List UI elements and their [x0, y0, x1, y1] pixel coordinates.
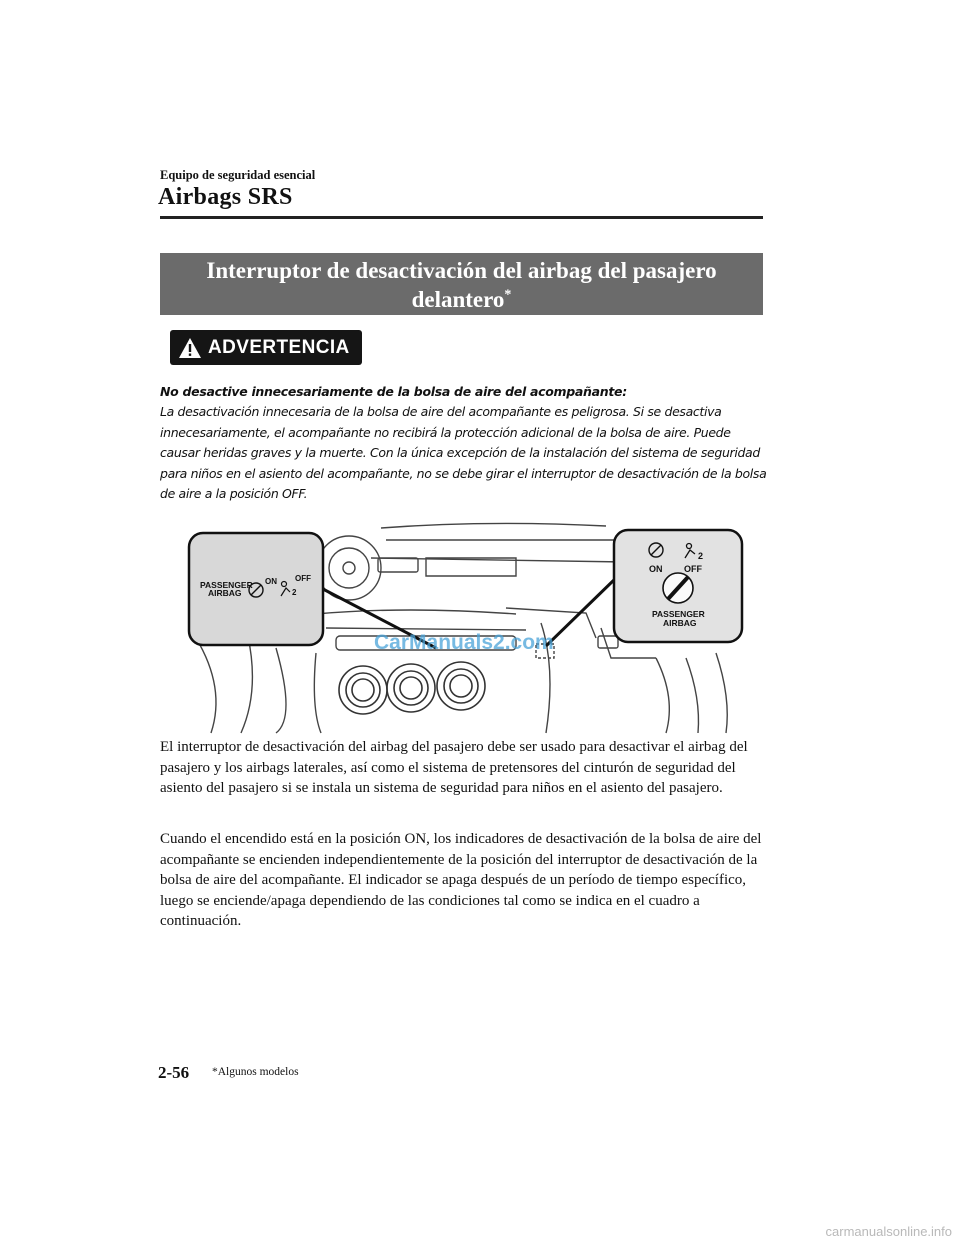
left-callout-label-line2: AIRBAG	[208, 588, 242, 598]
site-watermark: carmanualsonline.info	[825, 1224, 952, 1239]
warning-heading: No desactive innecesariamente de la bolsa de aire del acompañante:	[160, 384, 627, 399]
section-banner	[160, 253, 763, 315]
dashboard-illustration	[186, 518, 746, 738]
body-paragraph-1: El interruptor de desactivación del airbag del pasajero debe ser usado para desactivar el airbag del pasajero y los airbags laterales, así como el sistema de pretensores del cinturón de seguridad del asiento del pasajero si se instala un sistema de seguridad para niños en el asiento del pasajero.	[160, 739, 748, 796]
banner-asterisk: *	[504, 287, 512, 303]
left-callout-label-line1: PASSENGER	[200, 580, 253, 590]
climate-knobs	[339, 662, 485, 714]
page-number: 2-56	[158, 1063, 190, 1082]
banner-title: Interruptor de desactivación del airbag del pasajero delantero	[206, 258, 717, 312]
warning-badge	[170, 330, 362, 365]
airbag-key-switch	[663, 573, 693, 603]
watermark-text: CarManuals2.com	[374, 631, 554, 654]
right-callout-off-label: OFF	[684, 564, 702, 574]
right-callout-label-line2: AIRBAG	[663, 618, 697, 628]
left-callout-seat-number: 2	[292, 588, 297, 597]
section-label: Equipo de seguridad esencial	[160, 168, 316, 182]
left-callout-off-label: OFF	[295, 574, 311, 583]
chapter-title: Airbags SRS	[158, 184, 293, 210]
right-callout-on-label: ON	[649, 564, 663, 574]
header-rule	[160, 216, 763, 219]
warning-triangle-icon	[178, 337, 202, 359]
warning-badge-label: ADVERTENCIA	[208, 336, 350, 358]
right-callout-label-line1: PASSENGER	[652, 609, 705, 619]
warning-body: La desactivación innecesaria de la bolsa de aire del acompañante es peligrosa. Si se desactiva innecesariamente, el acompañante no recibirá la protección adicional de la bolsa de aire. Puede causar heridas graves y la muerte. Con la única excepción de la instalación del sistema de seguridad para niños en el asiento del acompañante, no se debe girar el interruptor de desactivación de la bolsa de aire a la posición OFF.	[160, 404, 767, 501]
right-callout-seat-number: 2	[698, 551, 704, 561]
body-paragraph-2: Cuando el encendido está en la posición ON, los indicadores de desactivación de la bolsa de aire del acompañante se encienden independientemente de la posición del interruptor de desactivación de la bolsa de aire del acompañante. El indicador se apaga después de un período de tiempo específico, luego se enciende/apaga dependiendo de las condiciones tal como se indica en el cuadro a continuación.	[160, 831, 762, 929]
footnote: *Algunos modelos	[212, 1066, 299, 1078]
left-callout-on-label: ON	[265, 577, 277, 586]
